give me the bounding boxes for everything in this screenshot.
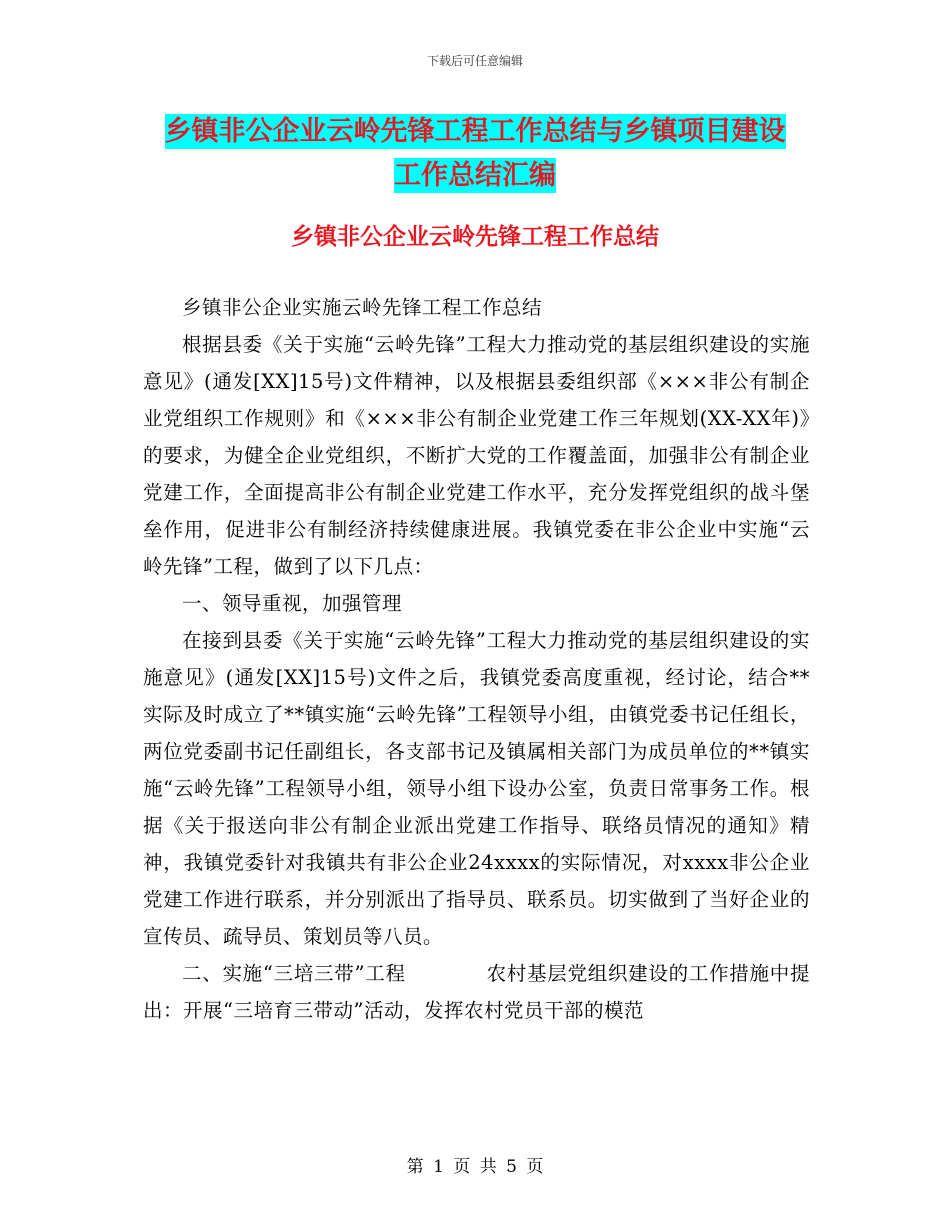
document-title [140, 110, 810, 198]
document-title-line-1: 乡镇非公企业云岭先锋工程工作总结与乡镇项目建设 [164, 116, 786, 147]
document-title-line-2: 工作总结汇编 [394, 160, 556, 191]
paragraph: 二、实施“三培三带”工程 农村基层党组织建设的工作措施中提出：开展“三培育三带动”活动，发挥农村党员干部的模范 [143, 962, 810, 1022]
paragraph: 根据县委《关于实施“云岭先锋”工程大力推动党的基层组织建设的实施意见》(通发[XX]15号)文件精神，以及根据县委组织部《×××非公有制企业党组织工作规则》和《×××非公有制企业党建工作三年规划(XX-XX年)》的要求，为健全企业党组织，不断扩大党的工作覆盖面，加强非公有制企业党建工作，全面提高非公有制企业党建工作水平，充分发挥党组织的战斗堡垒作用，促进非公有制经济持续健康进展。我镇党委在非公企业中实施“云岭先锋”工程，做到了以下几点： [143, 333, 810, 578]
paragraph: 在接到县委《关于实施“云岭先锋”工程大力推动党的基层组织建设的实施意见》(通发[XX]15号)文件之后，我镇党委高度重视，经讨论，结合**实际及时成立了**镇实施“云岭先锋”工程领导小组，由镇党委书记任组长，两位党委副书记任副组长，各支部书记及镇属相关部门为成员单位的**镇实施“云岭先锋”工程领导小组，领导小组下设办公室，负责日常事务工作。根据《关于报送向非公有制企业派出党建工作指导、联络员情况的通知》精神，我镇党委针对我镇共有非公企业24xxxx的实际情况，对xxxx非公企业党建工作进行联系，并分别派出了指导员、联系员。切实做到了当好企业的宣传员、疏导员、策划员等八员。 [143, 629, 810, 948]
paragraph-heading-1: 一、领导重视，加强管理 [182, 592, 403, 615]
page-header-note: 下载后可任意编辑 [426, 54, 523, 68]
document-body [143, 289, 810, 1029]
paragraph-subtitle: 乡镇非公企业实施云岭先锋工程工作总结 [182, 296, 543, 319]
page-footer-number: 第 1 页 共 5 页 [406, 1157, 544, 1177]
section-title: 乡镇非公企业云岭先锋工程工作总结 [291, 223, 659, 250]
